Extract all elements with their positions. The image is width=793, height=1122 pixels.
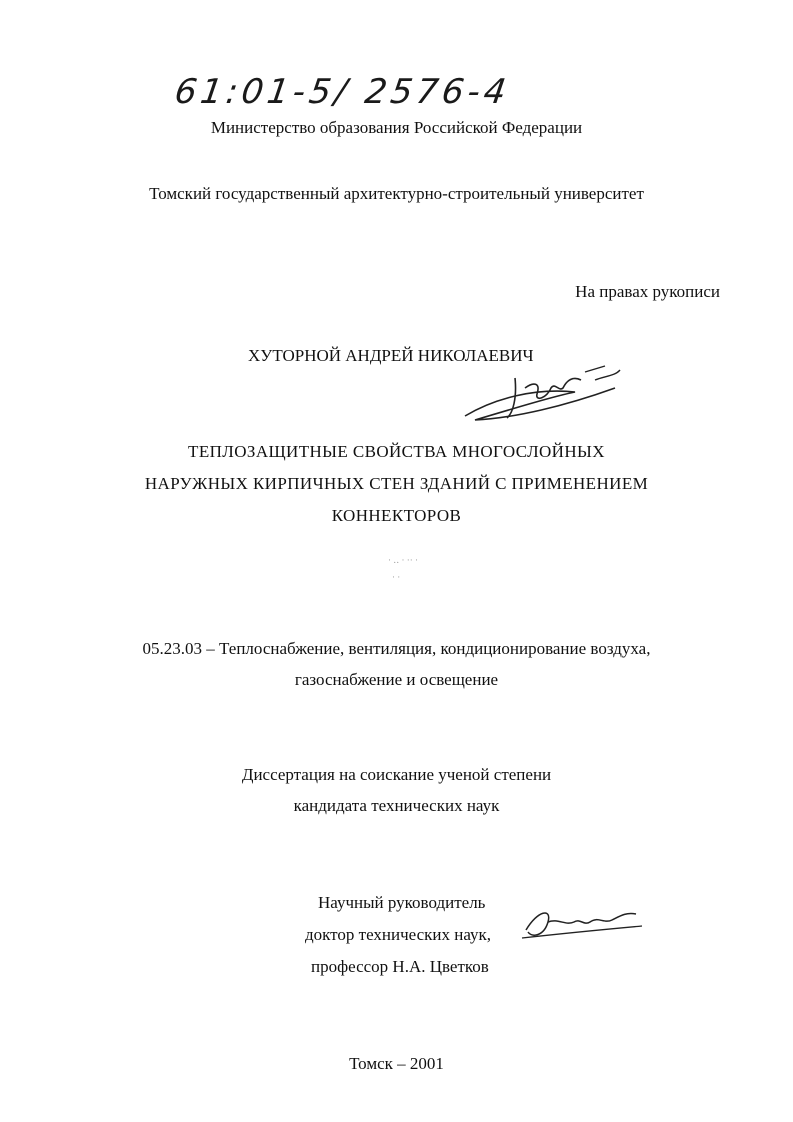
specialty-line-2: газоснабжение и освещение	[294, 670, 499, 689]
manuscript-rights-note: На правах рукописи	[575, 282, 720, 301]
author-signature-icon	[455, 358, 625, 428]
dissertation-line-1: Диссертация на соискание ученой степени	[241, 765, 552, 784]
supervisor-line-1: Научный руководитель	[318, 893, 486, 912]
supervisor-line-2: доктор технических наук,	[305, 925, 492, 944]
scan-speck: · ‥ · ·· ·	[388, 555, 418, 565]
title-line-3: КОННЕКТОРОВ	[331, 506, 462, 525]
title-line-2: НАРУЖНЫХ КИРПИЧНЫХ СТЕН ЗДАНИЙ С ПРИМЕНЕНИЕМ	[144, 474, 649, 493]
author-name: ХУТОРНОЙ АНДРЕЙ НИКОЛАЕВИЧ	[248, 346, 534, 365]
title-line-1: ТЕПЛОЗАЩИТНЫЕ СВОЙСТВА МНОГОСЛОЙНЫХ	[188, 442, 605, 461]
dissertation-line-2: кандидата технических наук	[293, 796, 500, 815]
place-year: Томск – 2001	[349, 1054, 444, 1073]
supervisor-signature-icon	[518, 900, 648, 950]
university-name: Томский государственный архитектурно-строительный университет	[149, 184, 644, 203]
ministry-name: Министерство образования Российской Федерации	[210, 118, 583, 137]
scan-speck: · ·	[392, 572, 401, 582]
supervisor-line-3: профессор Н.А. Цветков	[311, 957, 489, 976]
specialty-line-1: 05.23.03 – Теплоснабжение, вентиляция, кондиционирование воздуха,	[142, 639, 651, 658]
archive-number-handwritten: 61:01-5/ 2576-4	[172, 72, 513, 112]
